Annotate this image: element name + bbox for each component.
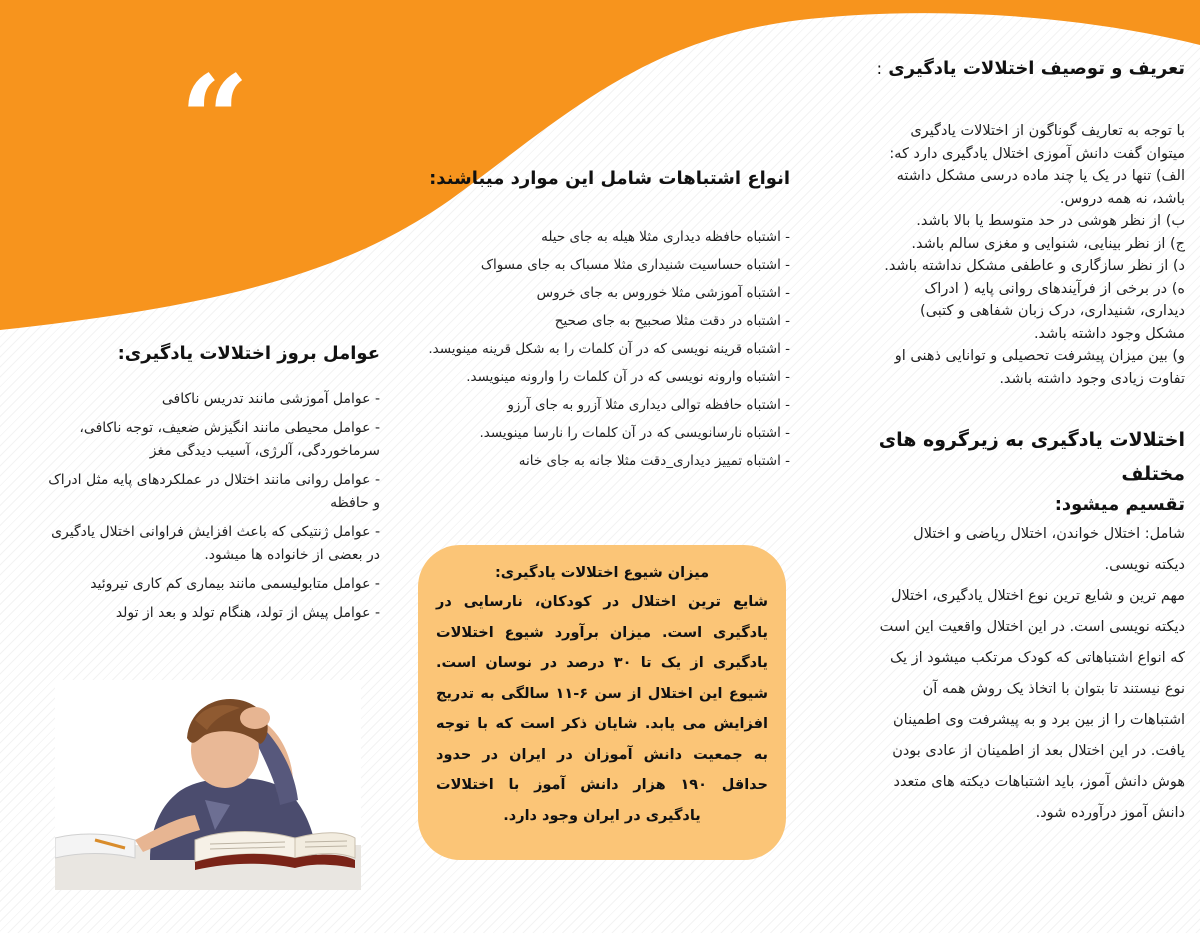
list-item: - اشتباه نارسانویسی که در آن کلمات را نارسا مینویسد. <box>479 425 790 441</box>
quote-mark-icon: “ <box>180 49 250 190</box>
subgroups-line: دیکته نویسی. <box>1104 557 1185 573</box>
subgroups-body <box>815 519 1185 829</box>
errors-heading: انواع اشتباهات شامل این موارد میباشند: <box>429 168 790 189</box>
definition-line: ه) در برخی از فرآیندهای روانی پایه ( ادراک <box>924 280 1185 297</box>
subgroups-line: هوش دانش آموز، باید اشتباهات دیکته های متعدد <box>893 774 1185 790</box>
definition-body <box>815 120 1185 390</box>
definition-line: باشد، نه همه دروس. <box>1059 190 1185 207</box>
list-item: - اشتباه آموزشی مثلا خوروس به جای خروس <box>536 285 790 301</box>
definition-line: دیداری، شنیداری، درک زبان شفاهی و کتبی) <box>920 303 1185 319</box>
definition-line: و) بین میزان پیشرفت تحصیلی و توانایی ذهنی او <box>894 348 1185 364</box>
definition-line: مشکل وجود داشته باشد. <box>1033 325 1185 342</box>
subgroups-line: شامل: اختلال خواندن، اختلال ریاضی و اختلال <box>913 526 1185 542</box>
factors-heading: عوامل بروز اختلالات یادگیری: <box>117 343 380 364</box>
list-item: - اشتباه حافظه توالی دیداری مثلا آزرو به جای آرزو <box>507 397 790 413</box>
list-item: - عوامل روانی مانند اختلال در عملکردهای پایه مثل ادراک و حافظه <box>48 472 380 511</box>
list-item: - اشتباه در دقت مثلا صحبیح به جای صحیح <box>554 313 790 329</box>
subgroups-section <box>815 423 1185 829</box>
definition-line: ب) از نظر هوشی در حد متوسط یا بالا باشد. <box>916 213 1185 229</box>
list-item: - اشتباه قرینه نویسی که در آن کلمات را به شکل قرینه مینویسد. <box>428 341 790 357</box>
subgroups-line: اشتباهات را از بین برد و به پیشرفت وی اطمینان <box>893 712 1185 728</box>
subgroups-heading-line2: تقسیم میشود: <box>1054 494 1185 515</box>
subgroups-line: دانش آموز درآورده شود. <box>1035 805 1185 821</box>
subgroups-line: دیکته نویسی است. در این اختلال واقعیت این است <box>879 619 1185 635</box>
list-item: - اشتباه حساسیت شنیداری مثلا مسباک به جای مسواک <box>480 257 790 273</box>
definition-section <box>815 55 1185 829</box>
definition-line: ج) از نظر بینایی، شنوایی و مغزی سالم باشد. <box>911 235 1185 252</box>
subgroups-line: یافت. در این اختلال بعد از اطمینان از عادی بودن <box>892 743 1185 759</box>
definition-line: الف) تنها در یک یا چند ماده درسی مشکل داشته <box>896 168 1185 184</box>
list-item: - اشتباه وارونه نویسی که در آن کلمات را وارونه مینویسد. <box>466 369 790 385</box>
definition-line: تفاوت زیادی وجود داشته باشد. <box>999 370 1185 387</box>
errors-section <box>420 165 790 479</box>
list-item: - عوامل متابولیسمی مانند بیماری کم کاری تیروئید <box>90 576 380 592</box>
subgroups-heading: اختلالات یادگیری به زیرگروه های مختلف <box>878 429 1185 485</box>
student-reading-book-icon <box>55 680 361 890</box>
definition-heading-colon: : <box>876 59 883 78</box>
list-item: - عوامل ژنتیکی که باعث افزایش فراوانی اختلال یادگیری در بعضی از خانواده ها میشود. <box>51 524 380 563</box>
definition-line: د) از نظر سازگاری و عاطفی مشکل نداشته باشد. <box>884 258 1185 274</box>
subgroups-line: مهم ترین و شایع ترین نوع اختلال یادگیری، اختلال <box>890 588 1185 604</box>
list-item: - عوامل پیش از تولد، هنگام تولد و بعد از تولد <box>115 605 380 621</box>
prevalence-box <box>418 545 786 860</box>
definition-line: با توجه به تعاریف گوناگون از اختلالات یادگیری <box>910 123 1185 139</box>
list-item: - عوامل محیطی مانند انگیزش ضعیف، توجه ناکافی، سرماخوردگی، آلرژی، آسیب دیدگی مغز <box>79 420 380 459</box>
subgroups-line: نوع نیستند تا بتوان با اتخاذ یک روش همه آن <box>922 681 1185 697</box>
errors-list <box>420 227 790 471</box>
prevalence-body: شایع ترین اختلال در کودکان، نارسایی در یادگیری است. میزان برآورد شیوع اختلالات یادگیری از یک تا ۳۰ درصد در نوسان است. شیوع این اختلال از سن ۶-۱۱ سالگی به تدریج افزایش می یابد. شایان ذکر است که با توجه به جمعیت دانش آموزان در ایران در حدود حداقل ۱۹۰ هزار دانش آموز با اختلالات یادگیری در ایران وجود دارد. <box>436 594 768 824</box>
prevalence-title: میزان شیوع اختلالات یادگیری: <box>494 565 710 581</box>
factors-list <box>40 388 380 625</box>
list-item: - اشتباه حافظه دیداری مثلا هیله به جای حیله <box>541 229 790 245</box>
subgroups-line: که انواع اشتباهاتی که کودک مرتکب میشود از یک <box>890 650 1185 666</box>
definition-heading <box>815 55 1185 83</box>
list-item: - اشتباه تمییز دیداری_دقت مثلا جانه به جای خانه <box>518 453 790 469</box>
definition-heading-text: تعریف و توصیف اختلالات یادگیری <box>888 58 1185 79</box>
definition-line: میتوان گفت دانش آموزی اختلال یادگیری دارد که: <box>889 145 1185 162</box>
factors-section <box>40 340 380 631</box>
list-item: - عوامل آموزشی مانند تدریس ناکافی <box>161 391 380 407</box>
